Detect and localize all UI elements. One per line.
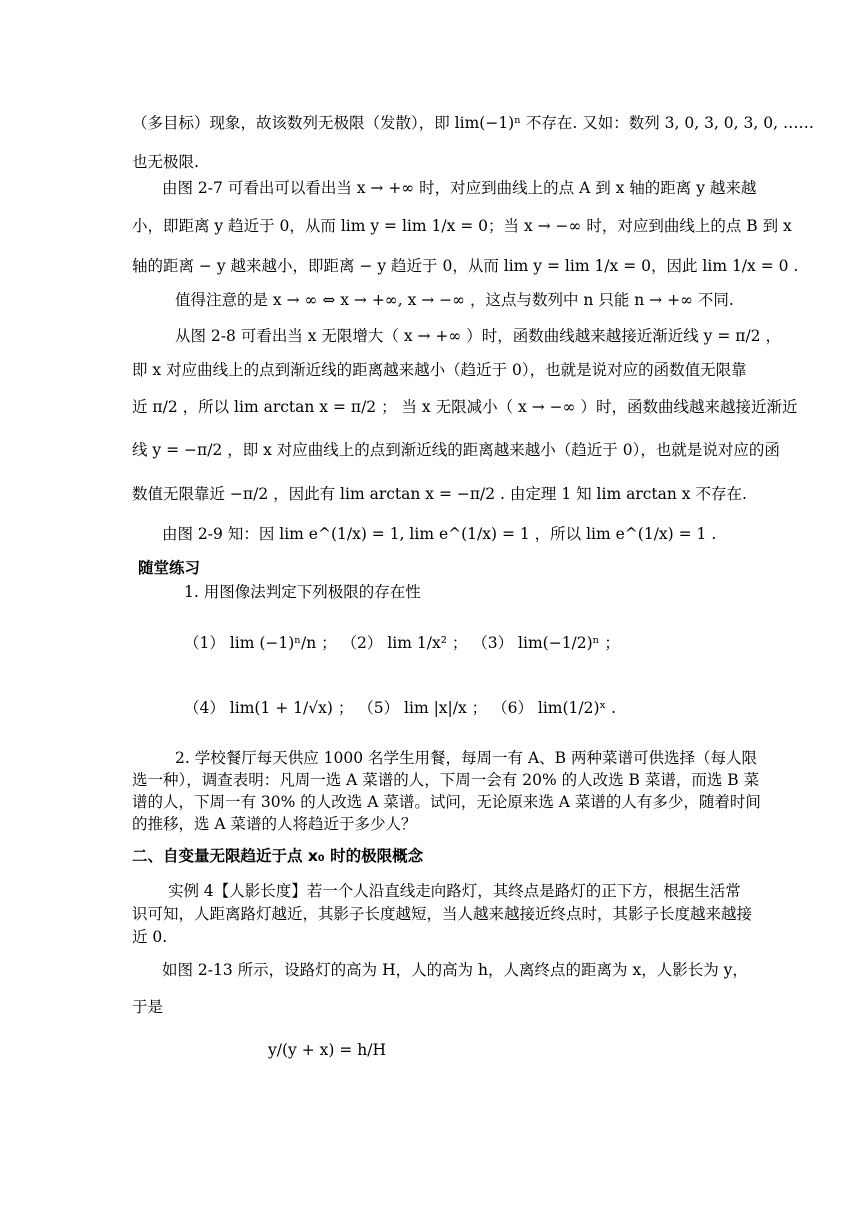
text-line-content: 从图 2-8 可看出当 x 无限增大（ x → +∞ ）时，函数曲线越来越接近渐近线 y = π/2 ， — [175, 327, 781, 345]
text-line-l21 — [132, 846, 770, 866]
text-line-content: 于是 — [132, 998, 164, 1016]
text-line-content: （1） lim (−1)ⁿ/n ； （2） lim 1/x² ； （3） lim(−1/2)ⁿ ； — [184, 634, 620, 652]
text-line-content: 由图 2-7 可看出可以看出当 x → +∞ 时，对应到曲线上的点 A 到 x 轴的距离 y 越来越 — [162, 179, 757, 197]
text-line-l4 — [132, 216, 792, 236]
text-line-l24 — [132, 927, 770, 947]
text-line-content: （多目标）现象，故该数列无极限（发散），即 lim(−1)ⁿ 不存在. 又如：数列 3, 0, 3, 0, 3, 0, …… — [132, 114, 814, 132]
text-line-l3 — [162, 178, 770, 198]
text-line-content: y/(y + x) = h/H — [268, 1041, 386, 1059]
text-line-l12 — [162, 524, 770, 544]
text-line-content: 小，即距离 y 趋近于 0，从而 lim y = lim 1/x = 0；当 x → −∞ 时，对应到曲线上的点 B 到 x — [132, 217, 792, 235]
text-line-content: 如图 2-13 所示，设路灯的高为 H，人的高为 h，人离终点的距离为 x，人影长为 y， — [162, 961, 748, 979]
text-line-content: 也无极限. — [132, 153, 199, 171]
text-line-l22 — [168, 881, 770, 901]
text-line-l2 — [132, 152, 770, 172]
text-line-l9 — [132, 397, 798, 417]
text-line-l27 — [268, 1040, 770, 1060]
text-line-content: 实例 4【人影长度】若一个人沿直线走向路灯，其终点是路灯的正下方，根据生活常 — [168, 882, 741, 900]
text-line-l7 — [175, 326, 781, 346]
text-line-l18 — [132, 770, 770, 790]
text-line-content: 2. 学校餐厅每天供应 1000 名学生用餐，每周一有 A、B 两种菜谱可供选择（每人限 — [175, 749, 757, 767]
text-line-content: 值得注意的是 x → ∞ ⇔ x → +∞, x → −∞ ，这点与数列中 n 只能 n → +∞ 不同. — [175, 291, 734, 309]
text-line-l25 — [162, 960, 770, 980]
text-line-l8 — [132, 360, 770, 380]
text-line-content: 线 y = −π/2 ，即 x 对应曲线上的点到渐近线的距离越来越小（趋近于 0），也就是说对应的函 — [132, 441, 780, 459]
text-line-content: 近 π/2 ，所以 lim arctan x = π/2 ； 当 x 无限减小（ x → −∞ ）时，函数曲线越来越接近渐近 — [132, 398, 798, 416]
text-line-content: 随堂练习 — [138, 559, 201, 577]
text-line-l6 — [175, 290, 770, 310]
text-line-l20 — [132, 814, 770, 834]
text-line-content: 由图 2-9 知：因 lim e^(1/x) = 1, lim e^(1/x) = 1 ，所以 lim e^(1/x) = 1 . — [162, 525, 717, 543]
text-line-content: 即 x 对应曲线上的点到渐近线的距离越来越小（趋近于 0），也就是说对应的函数值无限靠 — [132, 361, 747, 379]
text-line-content: 二、自变量无限趋近于点 x₀ 时的极限概念 — [132, 847, 424, 865]
text-line-content: （4） lim(1 + 1/√x) ； （5） lim |x|/x ； （6） lim(1/2)ˣ . — [184, 699, 616, 717]
text-line-l10 — [132, 440, 780, 460]
text-line-l26 — [132, 997, 770, 1017]
text-line-l14 — [184, 582, 770, 602]
text-line-l5 — [132, 256, 799, 276]
text-line-l13 — [138, 558, 770, 578]
text-line-content: 识可知，人距离路灯越近，其影子长度越短，当人越来越接近终点时，其影子长度越来越接 — [132, 905, 753, 923]
text-line-content: 的推移，选 A 菜谱的人将趋近于多少人？ — [132, 815, 417, 833]
text-line-content: 近 0. — [132, 928, 168, 946]
text-line-l23 — [132, 904, 770, 924]
text-line-content: 数值无限靠近 −π/2 ，因此有 lim arctan x = −π/2 . 由定理 1 知 lim arctan x 不存在. — [132, 485, 747, 503]
text-line-content: 轴的距离 − y 越来越小，即距离 − y 趋近于 0，从而 lim y = lim 1/x = 0，因此 lim 1/x = 0 . — [132, 257, 799, 275]
text-line-l19 — [132, 792, 770, 812]
text-line-content: 1. 用图像法判定下列极限的存在性 — [184, 583, 421, 601]
text-line-l15 — [184, 633, 770, 653]
text-line-l17 — [175, 748, 770, 768]
text-line-l1 — [132, 113, 814, 133]
text-line-l11 — [132, 484, 770, 504]
text-line-l16 — [184, 698, 770, 718]
text-line-content: 谱的人，下周一有 30% 的人改选 A 菜谱。试问，无论原来选 A 菜谱的人有多少，随着时间 — [132, 793, 761, 811]
text-line-content: 选一种），调查表明：凡周一选 A 菜谱的人，下周一会有 20% 的人改选 B 菜谱，而选 B 菜 — [132, 771, 760, 789]
